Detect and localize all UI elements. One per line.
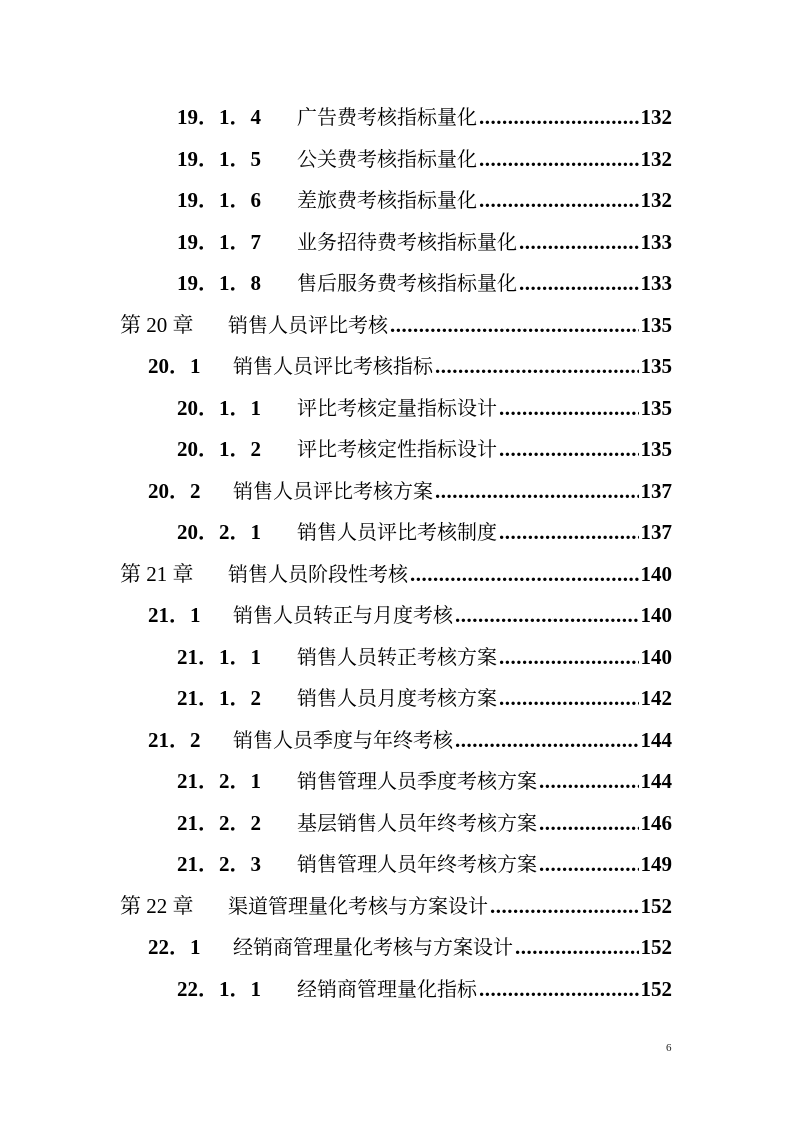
toc-entry-page: 144	[640, 761, 673, 803]
toc-entry[interactable]	[0, 97, 793, 139]
dot-leader	[515, 927, 639, 969]
dot-leader	[490, 886, 639, 928]
dot-leader	[499, 388, 639, 430]
toc-entry-title: 销售人员季度与年终考核	[233, 727, 453, 752]
toc-entry[interactable]	[0, 180, 793, 222]
toc-entry[interactable]	[0, 803, 793, 845]
toc-entry[interactable]	[0, 139, 793, 181]
toc-entry-number: 第 22 章	[120, 893, 194, 918]
toc-entry-title: 销售人员阶段性考核	[228, 561, 408, 586]
dot-leader	[435, 471, 639, 513]
toc-entry-title: 经销商管理量化指标	[297, 976, 477, 1001]
toc-entry-page: 140	[640, 554, 673, 596]
dot-leader	[519, 222, 639, 264]
toc-section-entry[interactable]	[0, 927, 793, 969]
toc-entry-page: 149	[640, 844, 673, 886]
toc-entry-number: 19．1．7	[177, 229, 261, 254]
toc-entry-number: 19．1．8	[177, 271, 261, 295]
dot-leader	[499, 637, 639, 679]
toc-entry-page: 142	[640, 678, 673, 720]
toc-entry-title: 评比考核定量指标设计	[297, 395, 497, 420]
toc-entry-page: 135	[640, 305, 673, 347]
toc-chapter-entry[interactable]	[0, 554, 793, 596]
toc-entry-number: 21．1．1	[177, 644, 261, 669]
toc-entry-title: 差旅费考核指标量化	[297, 188, 477, 212]
toc-entry-title: 销售管理人员年终考核方案	[297, 852, 537, 876]
toc-entry-number: 20．1．2	[177, 437, 261, 461]
dot-leader	[499, 512, 639, 554]
toc-entry[interactable]	[0, 844, 793, 886]
toc-entry-number: 21．1	[148, 603, 201, 627]
dot-leader	[410, 554, 639, 596]
toc-entry-title: 业务招待费考核指标量化	[297, 229, 517, 254]
toc-entry-title: 广告费考核指标量化	[297, 105, 477, 129]
toc-entry[interactable]	[0, 388, 793, 430]
toc-entry-title: 销售人员转正与月度考核	[233, 603, 453, 627]
toc-entry-page: 133	[640, 263, 673, 305]
toc-entry-page: 132	[640, 180, 673, 222]
toc-entry-number: 第 20 章	[120, 312, 194, 337]
toc-section-entry[interactable]	[0, 595, 793, 637]
toc-entry-number: 22．1	[148, 935, 201, 959]
toc-entry-number: 19．1．5	[177, 146, 261, 171]
toc-entry[interactable]	[0, 512, 793, 554]
dot-leader	[499, 678, 639, 720]
toc-entry-title: 销售管理人员季度考核方案	[297, 769, 537, 793]
toc-entry[interactable]	[0, 761, 793, 803]
dot-leader	[479, 139, 639, 181]
dot-leader	[539, 844, 639, 886]
toc-entry-number: 19．1．6	[177, 188, 261, 212]
toc-entry[interactable]	[0, 637, 793, 679]
toc-entry-page: 144	[640, 720, 673, 762]
toc-entry-page: 132	[640, 139, 673, 181]
toc-entry[interactable]	[0, 678, 793, 720]
toc-entry-page: 137	[640, 512, 673, 554]
dot-leader	[479, 180, 639, 222]
toc-entry-page: 135	[640, 346, 673, 388]
toc-entry-number: 21．2．1	[177, 769, 261, 793]
toc-entry-page: 140	[640, 637, 673, 679]
toc-entry-title: 销售人员转正考核方案	[297, 644, 497, 669]
toc-entry-title: 评比考核定性指标设计	[297, 437, 497, 461]
toc-chapter-entry[interactable]	[0, 886, 793, 928]
toc-entry-title: 售后服务费考核指标量化	[297, 271, 517, 295]
toc-entry-number: 21．2	[148, 727, 201, 752]
toc-entry-page: 132	[640, 97, 673, 139]
toc-entry-page: 152	[640, 886, 673, 928]
toc-entry-number: 19．1．4	[177, 105, 261, 129]
toc-entry-number: 20．2．1	[177, 520, 261, 544]
toc-entry[interactable]	[0, 429, 793, 471]
toc-entry-page: 133	[640, 222, 673, 264]
toc-entry-title: 经销商管理量化考核与方案设计	[233, 935, 513, 959]
dot-leader	[479, 969, 639, 1011]
toc-entry-page: 137	[640, 471, 673, 513]
toc-entry-number: 21．2．3	[177, 852, 261, 876]
toc-entry-title: 渠道管理量化考核与方案设计	[228, 893, 488, 918]
dot-leader	[390, 305, 639, 347]
toc-entry[interactable]	[0, 969, 793, 1011]
toc-entry[interactable]	[0, 263, 793, 305]
toc-entry-page: 146	[640, 803, 673, 845]
toc-entry-number: 21．1．2	[177, 686, 261, 710]
toc-entry-number: 20．1．1	[177, 395, 261, 420]
toc-entry-title: 销售人员评比考核指标	[233, 354, 433, 378]
dot-leader	[455, 595, 639, 637]
toc-chapter-entry[interactable]	[0, 305, 793, 347]
toc-section-entry[interactable]	[0, 346, 793, 388]
toc-entry-page: 135	[640, 429, 673, 471]
dot-leader	[455, 720, 639, 762]
dot-leader	[519, 263, 639, 305]
toc-entry-number: 第 21 章	[120, 561, 194, 586]
toc-entry-title: 基层销售人员年终考核方案	[297, 810, 537, 835]
table-of-contents	[0, 97, 793, 1010]
toc-entry-number: 20．2	[148, 478, 201, 503]
toc-entry-page: 135	[640, 388, 673, 430]
page-number: 6	[666, 1042, 672, 1054]
toc-entry-title: 公关费考核指标量化	[297, 146, 477, 171]
toc-entry-page: 152	[640, 927, 673, 969]
dot-leader	[499, 429, 639, 471]
toc-entry-title: 销售人员月度考核方案	[297, 686, 497, 710]
toc-entry-title: 销售人员评比考核制度	[297, 520, 497, 544]
toc-entry-page: 152	[640, 969, 673, 1011]
toc-entry-number: 20．1	[148, 354, 201, 378]
toc-entry[interactable]	[0, 222, 793, 264]
dot-leader	[539, 761, 639, 803]
toc-entry-number: 21．2．2	[177, 810, 261, 835]
dot-leader	[539, 803, 639, 845]
toc-entry-title: 销售人员评比考核	[228, 312, 388, 337]
toc-entry-number: 22．1．1	[177, 976, 261, 1001]
toc-section-entry[interactable]	[0, 720, 793, 762]
toc-section-entry[interactable]	[0, 471, 793, 513]
toc-entry-title: 销售人员评比考核方案	[233, 478, 433, 503]
toc-entry-page: 140	[640, 595, 673, 637]
dot-leader	[435, 346, 639, 388]
dot-leader	[479, 97, 639, 139]
